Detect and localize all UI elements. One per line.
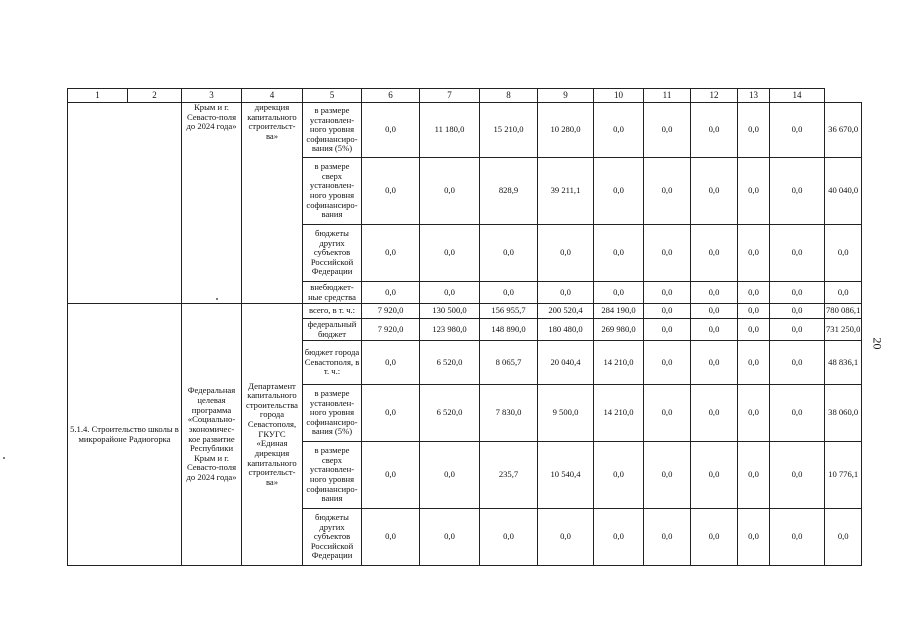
column-header: 10	[594, 89, 644, 103]
value-cell: 0,0	[644, 319, 691, 341]
value-cell: 0,0	[691, 103, 738, 158]
value-cell: 36 670,0	[825, 103, 862, 158]
value-cell: 0,0	[738, 385, 770, 442]
value-cell: 235,7	[480, 442, 538, 509]
value-cell: 0,0	[691, 385, 738, 442]
value-cell: 0,0	[538, 282, 594, 304]
value-cell: 0,0	[738, 282, 770, 304]
value-cell: 0,0	[770, 225, 825, 282]
value-cell: 0,0	[738, 304, 770, 319]
value-cell: 0,0	[738, 225, 770, 282]
value-cell: 0,0	[420, 225, 480, 282]
value-cell: 0,0	[770, 385, 825, 442]
value-cell: 0,0	[362, 509, 420, 566]
value-cell: 148 890,0	[480, 319, 538, 341]
value-cell: 0,0	[738, 442, 770, 509]
value-cell: 38 060,0	[825, 385, 862, 442]
value-cell: 10 280,0	[538, 103, 594, 158]
value-cell: 7 920,0	[362, 319, 420, 341]
value-cell: 0,0	[738, 158, 770, 225]
value-cell: 0,0	[480, 282, 538, 304]
column-header: 14	[770, 89, 825, 103]
funding-source-cell: в размере сверх установлен-ного уровня софинансиро-вания	[303, 442, 362, 509]
value-cell: 0,0	[420, 282, 480, 304]
value-cell: 0,0	[770, 158, 825, 225]
value-cell: 0,0	[770, 282, 825, 304]
column-header: 9	[538, 89, 594, 103]
value-cell: 9 500,0	[538, 385, 594, 442]
value-cell: 0,0	[420, 509, 480, 566]
value-cell: 0,0	[738, 319, 770, 341]
column-header: 12	[691, 89, 738, 103]
value-cell: 39 211,1	[538, 158, 594, 225]
value-cell: 130 500,0	[420, 304, 480, 319]
value-cell: 0,0	[691, 282, 738, 304]
value-cell: 0,0	[644, 341, 691, 385]
value-cell: 15 210,0	[480, 103, 538, 158]
value-cell: 0,0	[644, 509, 691, 566]
value-cell: 10 776,1	[825, 442, 862, 509]
column-header: 6	[362, 89, 420, 103]
value-cell: 7 920,0	[362, 304, 420, 319]
value-cell: 0,0	[362, 103, 420, 158]
value-cell: 0,0	[362, 385, 420, 442]
value-cell: 0,0	[644, 158, 691, 225]
object-name-cell: 5.1.4. Строительство школы в микрорайоне Радиогорка	[68, 304, 182, 566]
value-cell: 0,0	[362, 225, 420, 282]
value-cell: 0,0	[825, 225, 862, 282]
value-cell: 0,0	[594, 158, 644, 225]
column-header: 2	[128, 89, 182, 103]
budget-table	[67, 88, 862, 566]
value-cell: 0,0	[691, 225, 738, 282]
value-cell: 14 210,0	[594, 341, 644, 385]
scan-speck	[216, 298, 218, 300]
value-cell: 48 836,1	[825, 341, 862, 385]
funding-source-cell: всего, в т. ч.:	[303, 304, 362, 319]
column-header: 7	[420, 89, 480, 103]
page-number: 20	[870, 337, 885, 350]
funding-source-cell: в размере установлен-ного уровня софинансиро-вания (5%)	[303, 385, 362, 442]
value-cell: 0,0	[644, 304, 691, 319]
value-cell: 0,0	[770, 509, 825, 566]
table-row	[68, 103, 862, 158]
value-cell: 0,0	[480, 225, 538, 282]
table-row	[68, 304, 862, 319]
column-header: 1	[68, 89, 128, 103]
program-cell: Крым и г. Севасто-поля до 2024 года»	[182, 103, 242, 304]
column-header: 4	[242, 89, 303, 103]
value-cell: 40 040,0	[825, 158, 862, 225]
value-cell: 0,0	[362, 442, 420, 509]
value-cell: 156 955,7	[480, 304, 538, 319]
value-cell: 0,0	[770, 319, 825, 341]
column-header: 11	[644, 89, 691, 103]
value-cell: 200 520,4	[538, 304, 594, 319]
funding-source-cell: федеральный бюджет	[303, 319, 362, 341]
value-cell: 123 980,0	[420, 319, 480, 341]
value-cell: 0,0	[594, 282, 644, 304]
funding-source-cell: бюджеты других субъектов Российской Федерации	[303, 225, 362, 282]
value-cell: 180 480,0	[538, 319, 594, 341]
funding-source-cell: бюджеты других субъектов Российской Федерации	[303, 509, 362, 566]
value-cell: 0,0	[362, 341, 420, 385]
executor-cell: дирекция капитального строительст-ва»	[242, 103, 303, 304]
value-cell: 0,0	[594, 225, 644, 282]
value-cell: 0,0	[594, 103, 644, 158]
executor-cell: Департамент капитального строительства города Севастополя, ГКУГС «Единая дирекция капитального строительст-ва»	[242, 304, 303, 566]
value-cell: 0,0	[644, 103, 691, 158]
value-cell: 0,0	[362, 282, 420, 304]
value-cell: 0,0	[594, 509, 644, 566]
value-cell: 0,0	[420, 158, 480, 225]
value-cell: 269 980,0	[594, 319, 644, 341]
value-cell: 0,0	[691, 319, 738, 341]
program-cell: Федеральная целевая программа «Социально-экономичес-кое развитие Республики Крым и г. Севасто-поля до 2024 года»	[182, 304, 242, 566]
value-cell: 0,0	[480, 509, 538, 566]
column-header: 3	[182, 89, 242, 103]
scan-speck	[3, 457, 5, 459]
value-cell: 0,0	[644, 225, 691, 282]
column-header: 13	[738, 89, 770, 103]
funding-source-cell: бюджет города Севастополя, в т. ч.:	[303, 341, 362, 385]
value-cell: 284 190,0	[594, 304, 644, 319]
value-cell: 0,0	[691, 442, 738, 509]
value-cell: 0,0	[691, 158, 738, 225]
value-cell: 0,0	[738, 103, 770, 158]
value-cell: 780 086,1	[825, 304, 862, 319]
value-cell: 0,0	[738, 341, 770, 385]
value-cell: 0,0	[770, 304, 825, 319]
funding-source-cell: внебюджет-ные средства	[303, 282, 362, 304]
value-cell: 10 540,4	[538, 442, 594, 509]
value-cell: 0,0	[594, 442, 644, 509]
value-cell: 0,0	[825, 282, 862, 304]
column-header: 8	[480, 89, 538, 103]
value-cell: 0,0	[420, 442, 480, 509]
value-cell: 0,0	[644, 442, 691, 509]
header-row	[68, 89, 862, 103]
value-cell: 6 520,0	[420, 385, 480, 442]
object-cell	[68, 103, 182, 304]
value-cell: 8 065,7	[480, 341, 538, 385]
value-cell: 0,0	[691, 509, 738, 566]
table-body	[68, 89, 862, 566]
value-cell: 731 250,0	[825, 319, 862, 341]
value-cell: 6 520,0	[420, 341, 480, 385]
value-cell: 0,0	[644, 385, 691, 442]
value-cell: 0,0	[691, 341, 738, 385]
value-cell: 0,0	[770, 341, 825, 385]
value-cell: 0,0	[538, 509, 594, 566]
value-cell: 20 040,4	[538, 341, 594, 385]
value-cell: 0,0	[644, 282, 691, 304]
value-cell: 0,0	[770, 442, 825, 509]
value-cell: 0,0	[362, 158, 420, 225]
value-cell: 0,0	[691, 304, 738, 319]
value-cell: 14 210,0	[594, 385, 644, 442]
value-cell: 828,9	[480, 158, 538, 225]
funding-source-cell: в размере сверх установлен-ного уровня софинансиро-вания	[303, 158, 362, 225]
value-cell: 7 830,0	[480, 385, 538, 442]
value-cell: 0,0	[825, 509, 862, 566]
value-cell: 0,0	[538, 225, 594, 282]
value-cell: 0,0	[738, 509, 770, 566]
value-cell: 0,0	[770, 103, 825, 158]
column-header: 5	[303, 89, 362, 103]
value-cell: 11 180,0	[420, 103, 480, 158]
funding-source-cell: в размере установлен-ного уровня софинансиро-вания (5%)	[303, 103, 362, 158]
